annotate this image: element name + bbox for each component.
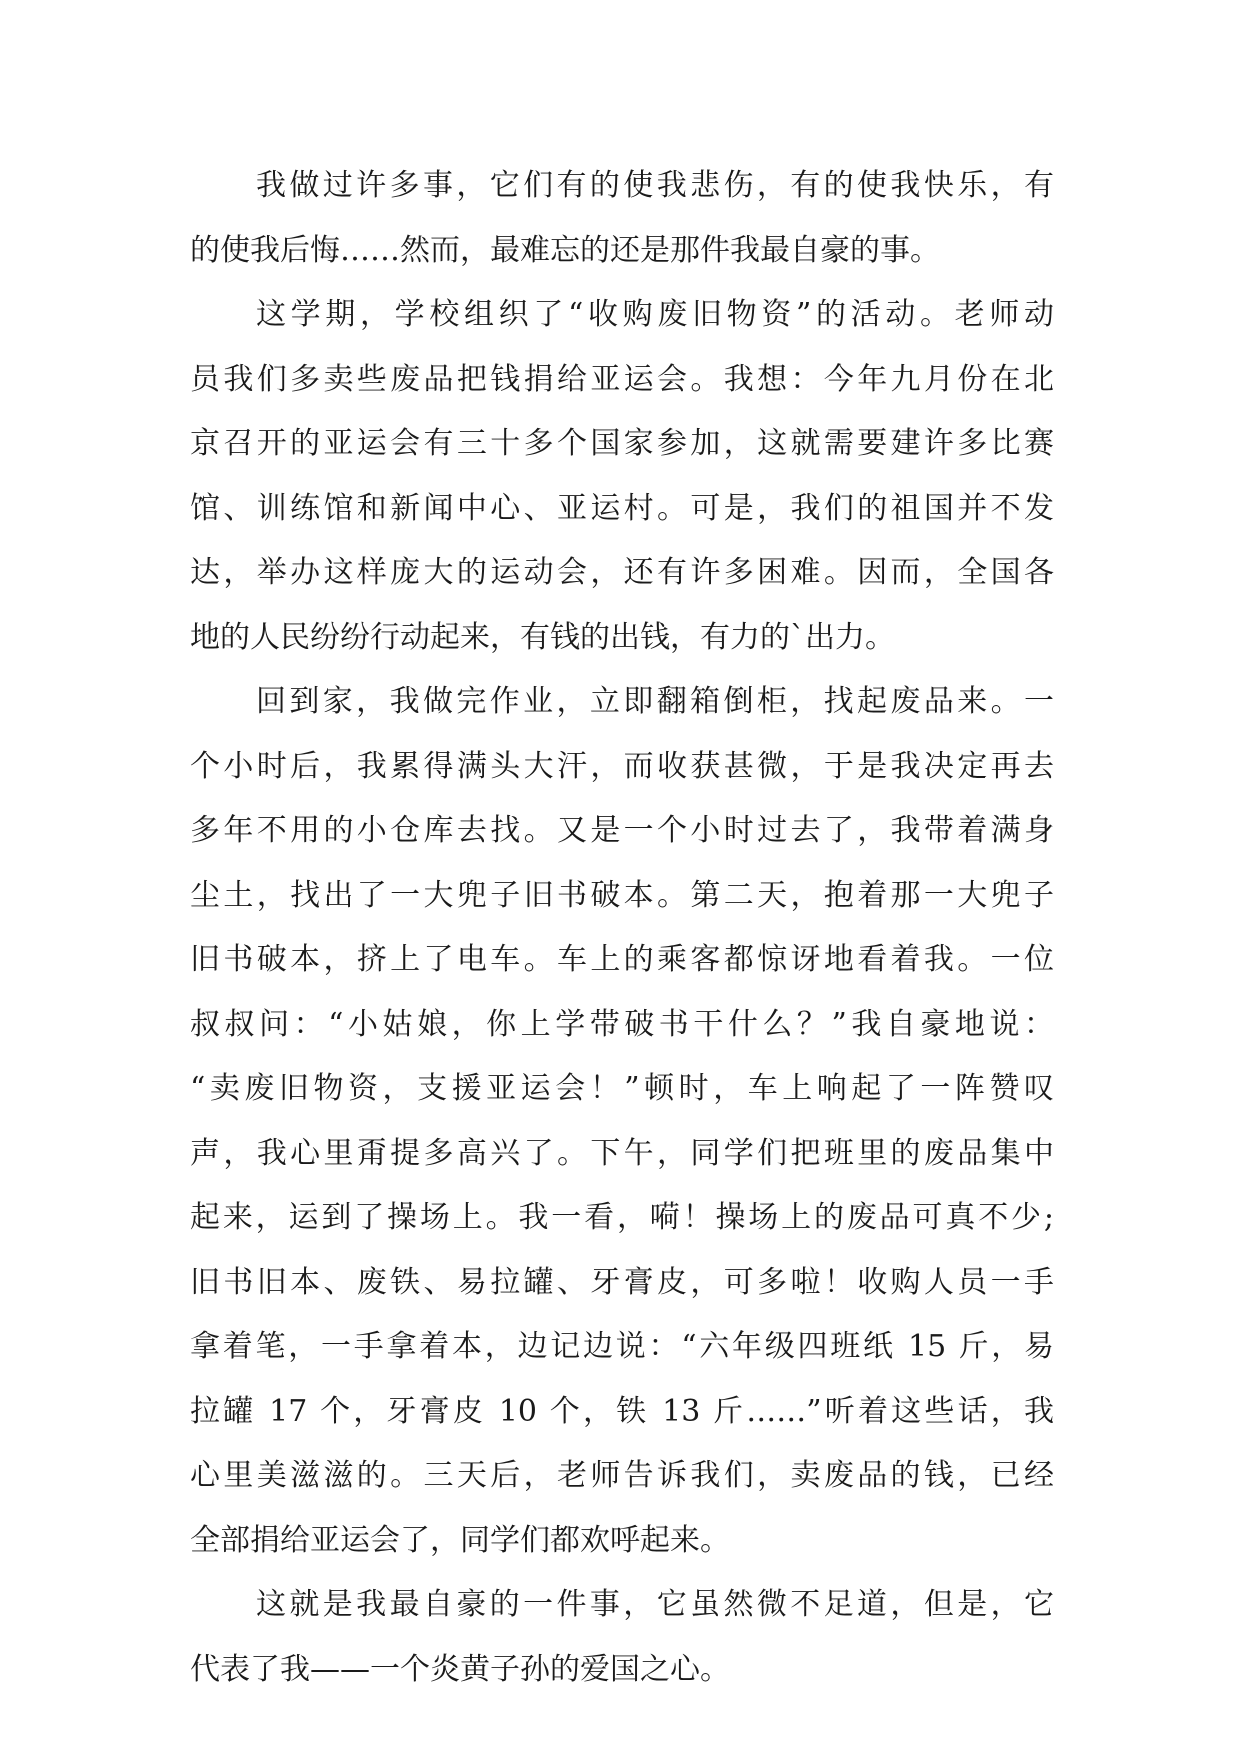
text-line: 地的人民纷纷行动起来，有钱的出钱，有力的`出力。 (190, 619, 895, 655)
text-line: 多年不用的小仓库去找。又是一个小时过去了，我带着满身 (190, 813, 1054, 848)
paragraph-2 (190, 283, 1054, 670)
text-line: 起来，运到了操场上。我一看，嗬！操场上的废品可真不少; (190, 1200, 1054, 1235)
text-line: 全部捐给亚运会了，同学们都欢呼起来。 (190, 1522, 730, 1558)
text-line: 尘土，找出了一大兜子旧书破本。第二天，抱着那一大兜子 (190, 877, 1054, 913)
text-line: 个小时后，我累得满头大汗，而收获甚微，于是我决定再去 (190, 748, 1054, 784)
text-line: 旧书旧本、废铁、易拉罐、牙膏皮，可多啦！收购人员一手 (190, 1264, 1054, 1300)
text-line: 我做过许多事，它们有的使我悲伤，有的使我快乐，有 (256, 168, 1054, 203)
text-line: 拿着笔，一手拿着本，边记边说：“六年级四班纸 15 斤，易 (190, 1329, 1054, 1364)
text-line: 这就是我最自豪的一件事，它虽然微不足道，但是，它 (256, 1587, 1054, 1622)
text-line: 达，举办这样庞大的运动会，还有许多困难。因而，全国各 (190, 555, 1054, 590)
text-line: 员我们多卖些废品把钱捐给亚运会。我想：今年九月份在北 (190, 361, 1054, 397)
text-line: 声，我心里甭提多高兴了。下午，同学们把班里的废品集中 (190, 1135, 1054, 1171)
paragraph-3 (190, 670, 1054, 1573)
text-line: 心里美滋滋的。三天后，老师告诉我们，卖废品的钱，已经 (190, 1458, 1054, 1493)
paragraph-1 (190, 154, 1054, 283)
paragraph-4 (190, 1573, 1054, 1702)
text-line: 馆、训练馆和新闻中心、亚运村。可是，我们的祖国并不发 (190, 490, 1054, 526)
essay-body (190, 154, 1054, 1702)
text-line: “卖废旧物资，支援亚运会！”顿时，车上响起了一阵赞叹 (190, 1071, 1054, 1106)
text-line: 拉罐 17 个，牙膏皮 10 个，铁 13 斤……”听着这些话，我 (190, 1393, 1054, 1429)
text-line: 京召开的亚运会有三十多个国家参加，这就需要建许多比赛 (190, 426, 1054, 461)
text-line: 叔叔问：“小姑娘，你上学带破书干什么？”我自豪地说： (190, 1006, 1054, 1042)
text-line: 的使我后悔……然而，最难忘的还是那件我最自豪的事。 (190, 232, 940, 268)
text-line: 回到家，我做完作业，立即翻箱倒柜，找起废品来。一 (256, 684, 1054, 719)
text-line: 旧书破本，挤上了电车。车上的乘客都惊讶地看着我。一位 (190, 942, 1054, 977)
text-line: 代表了我——一个炎黄子孙的爱国之心。 (190, 1651, 730, 1687)
text-line: 这学期，学校组织了“收购废旧物资”的活动。老师动 (256, 297, 1054, 332)
